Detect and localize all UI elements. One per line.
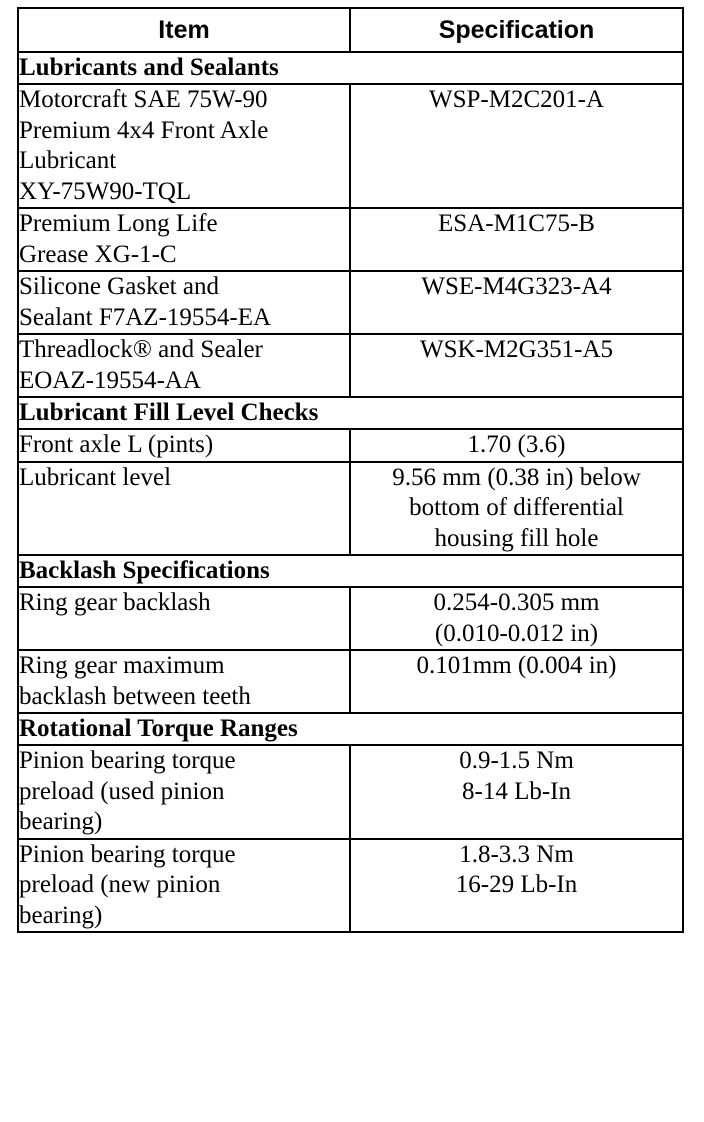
specification-text-line: bottom of differential (409, 494, 624, 521)
item-text-line: Motorcraft SAE 75W-90 (19, 86, 268, 113)
item-text-line: Premium Long Life (19, 210, 218, 237)
section-title: Lubricant Fill Level Checks (18, 397, 683, 429)
specification-text-line: 0.254-0.305 mm (433, 589, 600, 616)
item-cell (18, 271, 350, 334)
specification-text-line: 1.8-3.3 Nm (459, 840, 574, 868)
item-text-line: Sealant F7AZ-19554-EA (19, 303, 272, 331)
specification-cell (350, 271, 683, 334)
specification-cell (350, 334, 683, 397)
specification-cell (350, 745, 683, 839)
specification-column-header: Specification (350, 8, 683, 52)
table-row (18, 745, 683, 839)
table-row (18, 334, 683, 397)
item-cell (18, 334, 350, 397)
specification-text-line: 16-29 Lb-In (455, 871, 578, 898)
section-row (18, 555, 683, 587)
item-text-line: Premium 4x4 Front Axle (19, 116, 269, 144)
item-text-line: XY-75W90-TQL (19, 177, 192, 205)
table-row (18, 208, 683, 271)
table-row (18, 839, 683, 933)
item-text-line: EOAZ-19554-AA (19, 366, 201, 394)
specification-cell (350, 839, 683, 933)
specification-cell (350, 650, 683, 713)
table-row (18, 587, 683, 650)
header-row (18, 8, 683, 52)
item-text-line: Lubricant level (19, 463, 172, 491)
item-text-line: Threadlock® and Sealer (19, 336, 263, 363)
specification-text-line: (0.010-0.012 in) (434, 619, 599, 647)
item-cell (18, 208, 350, 271)
item-text-line: Ring gear backlash (19, 589, 211, 616)
table-row (18, 650, 683, 713)
item-cell (18, 429, 350, 462)
item-cell (18, 839, 350, 933)
section-title: Lubricants and Sealants (18, 52, 683, 84)
item-text-line: preload (new pinion (19, 871, 221, 898)
table-row (18, 429, 683, 462)
item-text-line: Lubricant (19, 147, 117, 174)
specification-text-line: housing fill hole (434, 524, 599, 552)
item-text-line: Ring gear maximum (19, 652, 225, 679)
specification-text-line: 9.56 mm (0.38 in) below (392, 463, 641, 491)
section-title: Rotational Torque Ranges (18, 713, 683, 745)
specification-text-line: 0.101mm (0.004 in) (416, 652, 617, 679)
item-cell (18, 462, 350, 556)
specification-table (17, 7, 684, 933)
item-text-line: Silicone Gasket and (19, 273, 219, 300)
item-cell (18, 745, 350, 839)
section-row (18, 52, 683, 84)
table-row (18, 462, 683, 556)
item-text-line: bearing) (19, 901, 103, 929)
item-text-line: backlash between teeth (19, 682, 251, 710)
table-row (18, 84, 683, 208)
specification-text-line: 1.70 (3.6) (467, 431, 566, 458)
item-cell (18, 84, 350, 208)
specification-text-line: WSK-M2G351-A5 (419, 336, 614, 363)
table-body (18, 52, 683, 932)
item-text-line: Grease XG-1-C (19, 240, 177, 268)
table-row (18, 271, 683, 334)
item-text-line: Pinion bearing torque (19, 840, 236, 868)
item-text-line: Front axle L (pints) (19, 431, 214, 458)
specification-text-line: WSE-M4G323-A4 (421, 273, 612, 300)
section-title: Backlash Specifications (18, 555, 683, 587)
specification-cell (350, 208, 683, 271)
item-text-line: Pinion bearing torque (19, 747, 236, 774)
specification-cell (350, 429, 683, 462)
specification-text-line: ESA-M1C75-B (438, 210, 595, 237)
section-row (18, 713, 683, 745)
item-column-header: Item (18, 8, 350, 52)
item-cell (18, 587, 350, 650)
specification-text-line: WSP-M2C201-A (428, 86, 604, 113)
specification-text-line: 8-14 Lb-In (462, 777, 571, 805)
specification-cell (350, 587, 683, 650)
specification-text-line: 0.9-1.5 Nm (459, 747, 574, 774)
specification-cell (350, 462, 683, 556)
item-text-line: bearing) (19, 808, 103, 835)
section-row (18, 397, 683, 429)
specification-cell (350, 84, 683, 208)
item-cell (18, 650, 350, 713)
item-text-line: preload (used pinion (19, 777, 225, 805)
